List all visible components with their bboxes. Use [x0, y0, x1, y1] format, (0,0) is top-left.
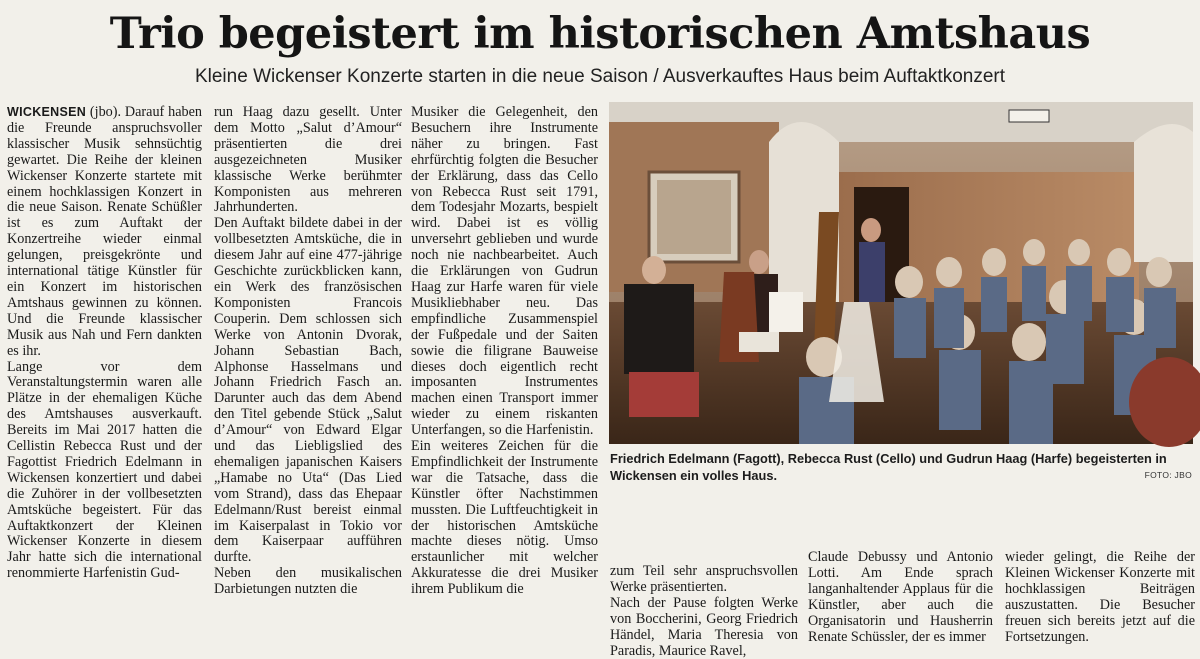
article-column-5: [808, 549, 993, 645]
article-paragraph: wieder gelingt, die Reihe der Kleinen Wickenser Konzerte mit hochklassigen Beiträgen auszustatten. Die Besucher freuen sich bereits jetzt auf die Fortsetzungen.: [1005, 549, 1195, 645]
article-paragraph: Den Auftakt bildete dabei in der vollbesetzten Amtsküche, die in diesem Jahr auf eine 477-jährige Geschichte zurückblicken kann, ein Werk des französischen Komponisten Francois Couperin. Dem schlossen sich Werke von Antonin Dvorak, Johann Sebastian Bach, Alphonse Hasselmans und Johann Friedrich Fasch an. Darunter auch das dem Abend den Titel gebende Stück „Salut d’Amour“ von Edward Elgar und das Liebligslied des ehemaligen japanischen Kaisers „Hamabe no Uta“ (Das Lied vom Strand), dass das Ehepaar Edelmann/Rust bereist einmal im Kaiserpalast in Tokio vor dem Kaiserpaar aufführen durfte.: [214, 215, 402, 566]
photo-credit: FOTO: JBO: [1144, 470, 1192, 480]
article-paragraph: run Haag dazu gesellt. Unter dem Motto „Salut d’Amour“ präsentierten die drei ausgezeichneten Musiker klassische Werke berühmter Komponisten aus mehreren Jahrhunderten.: [214, 104, 402, 216]
author-tag: (jbo).: [86, 104, 125, 120]
photo-caption: Friedrich Edelmann (Fagott), Rebecca Rust (Cello) und Gudrun Haag (Harfe) begeisterten in Wickensen ein volles Haus.: [610, 451, 1167, 483]
article-column-2: [214, 104, 402, 598]
article-headline: Trio begeistert im historischen Amtshaus: [109, 9, 1091, 59]
article-column-1: [7, 105, 202, 591]
article-paragraph: Musiker die Gelegenheit, den Besuchern ihre Instrumente näher zu bringen. Fast ehrfürchtig folgten die Besucher der Erklärung, dass das Cello von Rebecca Rust seit 1791, dem Todesjahr Mozarts, bespielt wird. Dabei ist es völlig unversehrt geblieben und wurde noch nie nachbearbeitet. Auch die Erklärungen von Gudrun Haag zur Harfe waren für viele Musikliebhaber neu. Das empfindliche Zusammenspiel der Fußpedale und der Saiten sowie die filigrane Bauweise dieses doch eigentlich recht imposanten Instrumentes machen einen Transport immer wieder zu einem riskanten Unterfangen, so die Harfenistin.: [411, 104, 598, 439]
article-paragraph: zum Teil sehr anspruchsvollen Werke präsentierten.: [610, 563, 798, 595]
article-column-4: [610, 563, 798, 659]
article-paragraph: Nach der Pause folgten Werke von Boccherini, Georg Friedrich Händel, Maria Theresia von Paradis, Maurice Ravel,: [610, 594, 798, 659]
article-paragraph: Ein weiteres Zeichen für die Empfindlichkeit der Instrumente war die Tatsache, dass die Künstler öfter Nachstimmen mussten. Die Luftfeuchtigkeit in der historischen Amtsküche machte dieses nötig. Umso erstaunlicher mit welcher Akkuratesse die drei Musiker ihrem Publikum die: [411, 438, 598, 598]
article-column-3: [411, 104, 598, 598]
concert-photo: [609, 102, 1193, 444]
article-paragraph: Claude Debussy und Antonio Lotti. Am Ende sprach langanhaltender Applaus für die Künstler, aber auch die Organisatorin und Hausherrin Renate Schüssler, der es immer: [808, 549, 993, 645]
dateline: WICKENSEN: [7, 105, 87, 119]
article-paragraph: Neben den musikalischen Darbietungen nutzten die: [214, 565, 402, 598]
article-paragraph: [7, 105, 202, 360]
article-subheadline: Kleine Wickenser Konzerte starten in die neue Saison / Ausverkauftes Haus beim Auftaktkonzert: [194, 66, 1006, 87]
paragraph-text: Darauf haben die Freunde anspruchsvoller klassischer Musik sehnsüchtig gewartet. Die Reihe der kleinen Wickenser Konzerte startete mit einem hochklassigen Konzert in die neue Saison. Renate Schüßler ist es zum Auftakt der Konzertreihe wieder einmal gelungen, preisgekrönte und international tätige Künstler für ein Konzert im historischen Amtshaus gewinnen zu können. Und die Freunde klassischer Musik aus Nah und Fern dankten es ihr.: [7, 104, 202, 359]
article-column-6: [1005, 549, 1195, 645]
article-paragraph: Lange vor dem Veranstaltungstermin waren alle Plätze in der ehemaligen Küche des Amtshauses ausverkauft. Bereits im Mai 2017 hatten die Cellistin Rebecca Rust und der Fagottist Friedrich Edelmann in Wickensen konzertiert und dabei die Zuhörer in der vollbesetzten Amtsküche begeistert. Für das Auftaktkonzert der Kleinen Wickenser Konzerte in diesem Jahr hatte sich die international renommierte Harfenistin Gud-: [7, 358, 202, 582]
